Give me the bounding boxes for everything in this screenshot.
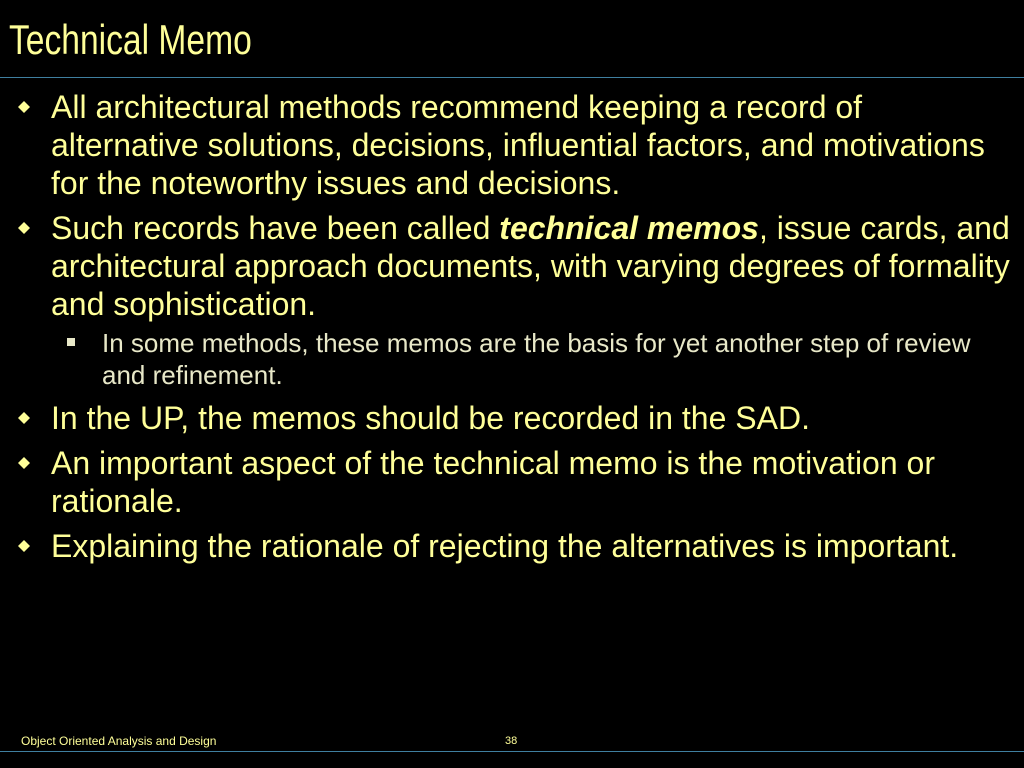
diamond-icon <box>18 222 30 234</box>
bullet-item <box>0 444 1024 520</box>
footer-course-name: Object Oriented Analysis and Design <box>21 734 217 748</box>
footer-divider <box>0 751 1024 752</box>
bullet-item <box>0 527 1024 565</box>
bullet-text: Explaining the rationale of rejecting the alternatives is important. <box>51 528 959 564</box>
slide-title: Technical Memo <box>9 16 252 63</box>
footer-page-number: 38 <box>505 735 518 747</box>
bullet-text-before: Such records have been called <box>51 210 500 246</box>
sub-bullet-item <box>0 327 1024 391</box>
bullet-text: An important aspect of the technical memo is the motivation or rationale. <box>51 445 935 519</box>
bullet-text-after: , issue cards, and architectural approach documents, with varying degrees of formality and sophistication. <box>51 210 1010 322</box>
bullet-text: In the UP, the memos should be recorded in the SAD. <box>51 400 810 436</box>
bullet-text: All architectural methods recommend keeping a record of alternative solutions, decisions, influential factors, and motivations for the noteworthy issues and decisions. <box>51 89 985 201</box>
bullet-emphasis: technical memos <box>499 210 759 246</box>
bullet-item <box>0 209 1024 323</box>
sub-bullet-text: In some methods, these memos are the basis for yet another step of review and refinement. <box>102 328 971 390</box>
diamond-icon <box>18 457 30 469</box>
diamond-icon <box>18 412 30 424</box>
diamond-icon <box>18 540 30 552</box>
square-icon <box>67 338 75 346</box>
title-divider <box>0 77 1024 78</box>
diamond-icon <box>18 101 30 113</box>
bullet-item <box>0 399 1024 437</box>
bullet-item <box>0 88 1024 202</box>
slide-content <box>0 88 1024 572</box>
